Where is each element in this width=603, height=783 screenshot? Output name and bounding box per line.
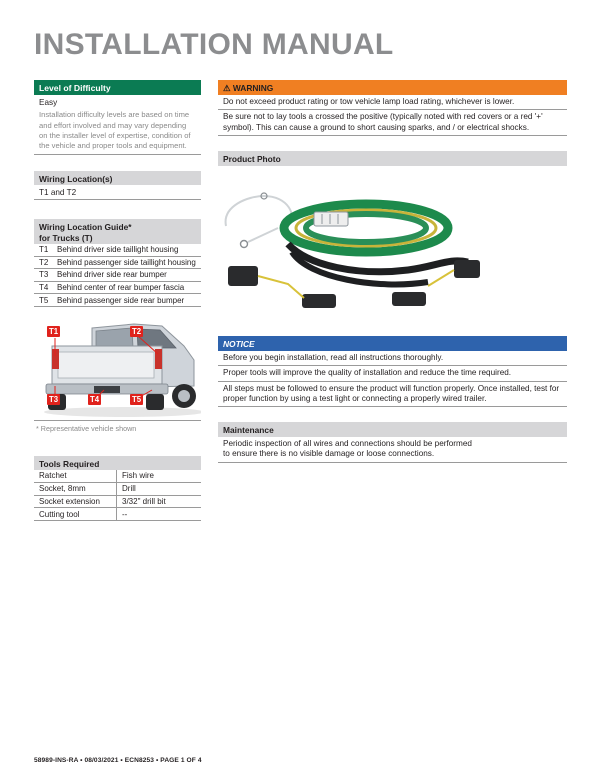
table-row — [34, 269, 201, 282]
maintenance-text: Periodic inspection of all wires and connections should be performed to ensure there is no visible damage or loose connections. — [218, 437, 567, 463]
location-code: T5 — [39, 295, 49, 305]
tool-cell: Socket, 8mm — [34, 483, 117, 495]
tools-section — [34, 456, 201, 521]
warning-line-2: Be sure not to lay tools a crossed the positive (typically noted with red covers or a red '+' symbol). This can cause a ground to short causing sparks, and / or electrical shocks. — [218, 110, 567, 136]
table-row — [34, 282, 201, 295]
wiring-location-heading: Wiring Location(s) — [34, 171, 201, 185]
warning-heading — [218, 80, 567, 95]
wiring-guide-heading-line2: for Trucks (T) — [39, 232, 93, 243]
notice-line-3: All steps must be followed to ensure the product will function properly. Once installed, test for proper function by using a test light or connecting a properly wired trailer. — [218, 382, 567, 408]
wiring-guide-heading-line1: Wiring Location Guide* — [39, 222, 132, 232]
product-photo-heading: Product Photo — [218, 151, 567, 166]
notice-section — [218, 336, 567, 407]
tag-t4: T4 — [90, 395, 100, 404]
table-row — [34, 257, 201, 270]
page-footer: 58989-INS-RA • 08/03/2021 • ECN8253 • PAGE 1 OF 4 — [34, 757, 202, 764]
tag-t2: T2 — [132, 327, 142, 336]
tool-cell: -- — [122, 509, 128, 519]
maintenance-heading: Maintenance — [218, 422, 567, 437]
warning-heading-text: WARNING — [232, 83, 274, 93]
tool-cell: Socket extension — [34, 496, 117, 508]
table-row — [34, 244, 201, 257]
notice-line-2: Proper tools will improve the quality of installation and reduce the time required. — [218, 366, 567, 381]
tag-t5: T5 — [132, 395, 142, 404]
difficulty-level: Easy — [39, 98, 58, 107]
table-row — [34, 496, 201, 509]
location-code: T1 — [39, 245, 49, 255]
tool-cell: Drill — [122, 484, 136, 494]
wiring-location-section — [34, 171, 201, 200]
divider — [34, 154, 201, 155]
location-desc: Behind passenger side taillight housing — [57, 257, 196, 267]
vehicle-note-section — [34, 420, 201, 436]
location-desc: Behind driver side taillight housing — [57, 245, 179, 255]
tool-cell: Cutting tool — [34, 508, 117, 520]
vehicle-illustration — [34, 316, 201, 420]
wiring-guide-heading — [34, 219, 201, 244]
tools-heading: Tools Required — [34, 456, 201, 470]
location-desc: Behind center of rear bumper fascia — [57, 283, 185, 293]
tools-table — [34, 470, 201, 521]
tool-cell: Fish wire — [122, 471, 155, 481]
page-title: INSTALLATION MANUAL — [34, 28, 394, 61]
location-code: T4 — [39, 283, 49, 293]
difficulty-section — [34, 80, 201, 155]
location-desc: Behind driver side rear bumper — [57, 270, 167, 280]
wiring-guide-table — [34, 244, 201, 307]
difficulty-heading: Level of Difficulty — [34, 80, 201, 95]
table-row — [34, 294, 201, 307]
location-code: T2 — [39, 257, 49, 267]
location-desc: Behind passenger side rear bumper — [57, 295, 185, 305]
product-photo-section — [218, 151, 567, 311]
warning-line-1: Do not exceed product rating or tow vehicle lamp load rating, whichever is lower. — [218, 95, 567, 110]
notice-heading: NOTICE — [218, 336, 567, 351]
tag-t3: T3 — [49, 395, 59, 404]
notice-line-1: Before you begin installation, read all instructions thoroughly. — [218, 351, 567, 366]
table-row — [34, 508, 201, 521]
vehicle-note: * Representative vehicle shown — [34, 420, 201, 436]
table-row — [34, 470, 201, 483]
tool-cell: 3/32" drill bit — [122, 496, 166, 506]
location-code: T3 — [39, 270, 49, 280]
wiring-harness-image — [218, 166, 567, 311]
difficulty-note: Installation difficulty levels are based on time and effort involved and may vary depending on the installer level of expertise, condition of the vehicle and proper tools and equipment. — [39, 110, 191, 150]
tag-t1: T1 — [49, 327, 59, 336]
warning-section — [218, 80, 567, 136]
table-row — [34, 483, 201, 496]
wiring-guide-section — [34, 219, 201, 307]
maintenance-section — [218, 422, 567, 463]
wiring-location-value: T1 and T2 — [34, 185, 201, 200]
warning-triangle-icon: ⚠ — [223, 83, 231, 93]
tool-cell: Ratchet — [34, 470, 117, 482]
